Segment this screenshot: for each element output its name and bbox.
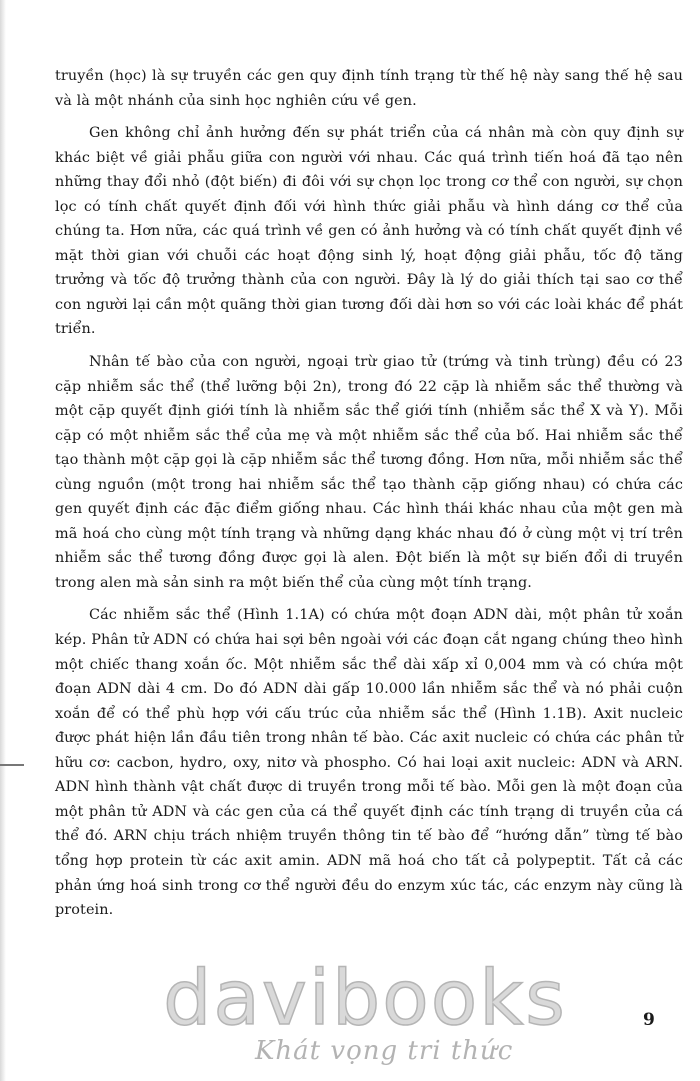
- watermark-logo-text: davibooks: [163, 953, 567, 1042]
- page-number: 9: [643, 1010, 655, 1030]
- margin-mark: [0, 764, 24, 766]
- paragraph-3: Nhân tế bào của con người, ngoại trừ giao tử (trứng và tinh trùng) đều có 23 cặp nhiễm sắc thể (thể lưỡng bội 2n), trong đó 22 cặp là nhiễm sắc thể thường và một cặp quyết định giới tính là nhiễm sắc thể giới tính (nhiễm sắc thể X và Y). Mỗi cặp có một nhiễm sắc thể của mẹ và một nhiễm sắc thể của bố. Hai nhiễm sắc thể tạo thành một cặp gọi là cặp nhiễm sắc thể tương đồng. Hơn nữa, mỗi nhiễm sắc thể cùng nguồn (một trong hai nhiễm sắc thể tạo thành cặp giống nhau) có chứa các gen quyết định các đặc điểm giống nhau. Các hình thái khác nhau của một gen mà mã hoá cho cùng một tính trạng và những dạng khác nhau đó ở cùng một vị trí trên nhiễm sắc thể tương đồng được gọi là alen. Đột biến là một sự biến đổi di truyền trong alen mà sản sinh ra một biến thể của cùng một tính trạng.: [55, 354, 683, 591]
- paragraph-2: Gen không chỉ ảnh hưởng đến sự phát triển của cá nhân mà còn quy định sự khác biệt về giải phẫu giữa con người với nhau. Các quá trình tiến hoá đã tạo nên những thay đổi nhỏ (đột biến) đi đôi với sự chọn lọc trong cơ thể con người, sự chọn lọc có tính chất quyết định đối với hình thức giải phẫu và hình dáng cơ thể của chúng ta. Hơn nữa, các quá trình về gen có ảnh hưởng và có tính chất quyết định về mặt thời gian với chuỗi các hoạt động sinh lý, hoạt động giải phẫu, tốc độ tăng trưởng và tốc độ trưởng thành của con người. Đây là lý do giải thích tại sao cơ thể con người lại cần một quãng thời gian tương đối dài hơn so với các loài khác để phát triển.: [55, 125, 683, 338]
- scan-edge-shadow: [0, 0, 6, 1081]
- watermark-tagline: Khát vọng tri thức: [255, 1036, 514, 1066]
- paragraph-1: truyền (học) là sự truyền các gen quy định tính trạng từ thế hệ này sang thế hệ sau và là một nhánh của sinh học nghiên cứu về gen.: [55, 68, 683, 109]
- watermark-logo: [150, 953, 580, 1042]
- paragraph-4: Các nhiễm sắc thể (Hình 1.1A) có chứa một đoạn ADN dài, một phân tử xoắn kép. Phân tử ADN có chứa hai sợi bên ngoài với các đoạn cắt ngang chúng theo hình một chiếc thang xoắn ốc. Một nhiễm sắc thể dài xấp xỉ 0,004 mm và có chứa một đoạn ADN dài 4 cm. Do đó ADN dài gấp 10.000 lần nhiễm sắc thể và nó phải cuộn xoắn để có thể phù hợp với cấu trúc của nhiễm sắc thể (Hình 1.1B). Axit nucleic được phát hiện lần đầu tiên trong nhân tế bào. Các axit nucleic có chứa các phân tử hữu cơ: cacbon, hydro, oxy, nitơ và phospho. Có hai loại axit nucleic: ADN và ARN. ADN hình thành vật chất được di truyền trong mỗi tế bào. Mỗi gen là một đoạn của một phân tử ADN và các gen của cá thể quyết định các tính trạng di truyền của cá thể đó. ARN chịu trách nhiệm truyền thông tin tế bào để “hướng dẫn” từng tế bào tổng hợp protein từ các axit amin. ADN mã hoá cho tất cả polypeptit. Tất cả các phản ứng hoá sinh trong cơ thể người đều do enzym xúc tác, các enzym này cũng là protein.: [55, 607, 683, 919]
- body-text: [55, 64, 683, 931]
